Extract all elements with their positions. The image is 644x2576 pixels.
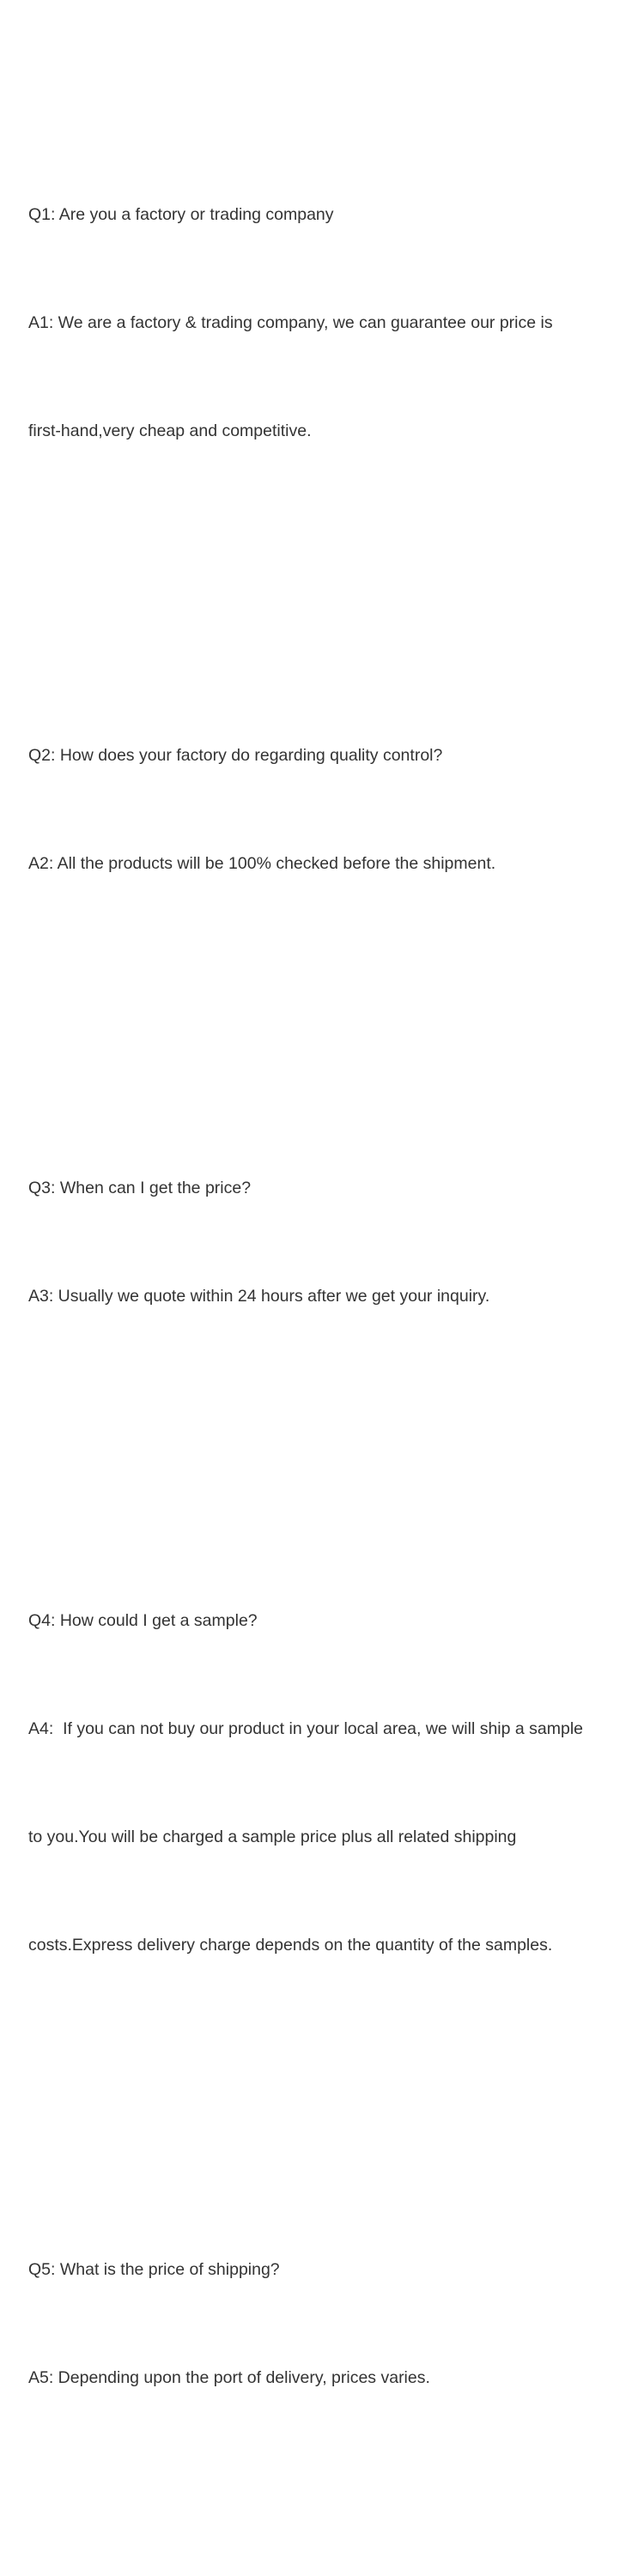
faq-item-2	[28, 665, 629, 954]
faq-item-4	[28, 1530, 629, 2035]
answer-4-line-2: to you.You will be charged a sample price plus all related shipping	[28, 1827, 517, 1846]
answer-1-line-2: first-hand,very cheap and competitive.	[28, 421, 312, 440]
answer-1-line-1: A1: We are a factory & trading company, we can guarantee our price is	[28, 313, 553, 332]
answer-4-line-1: A4: If you can not buy our product in your local area, we will ship a sample	[28, 1719, 584, 1738]
faq-list	[28, 16, 629, 2576]
question-4: Q4: How could I get a sample?	[28, 1611, 258, 1630]
answer-2-line-1: A2: All the products will be 100% checked before the shipment.	[28, 854, 496, 873]
answer-3-line-1: A3: Usually we quote within 24 hours after we get your inquiry.	[28, 1287, 490, 1306]
faq-item-1	[28, 124, 629, 521]
answer-5-line-1: A5: Depending upon the port of delivery, prices varies.	[28, 2368, 430, 2387]
question-3: Q3: When can I get the price?	[28, 1179, 252, 1197]
answer-4-line-3: costs.Express delivery charge depends on the quantity of the samples.	[28, 1936, 553, 1955]
question-2: Q2: How does your factory do regarding quality control?	[28, 746, 443, 765]
question-1: Q1: Are you a factory or trading company	[28, 205, 334, 224]
question-5: Q5: What is the price of shipping?	[28, 2260, 280, 2279]
faq-item-5	[28, 2179, 629, 2468]
faq-item-3	[28, 1098, 629, 1386]
